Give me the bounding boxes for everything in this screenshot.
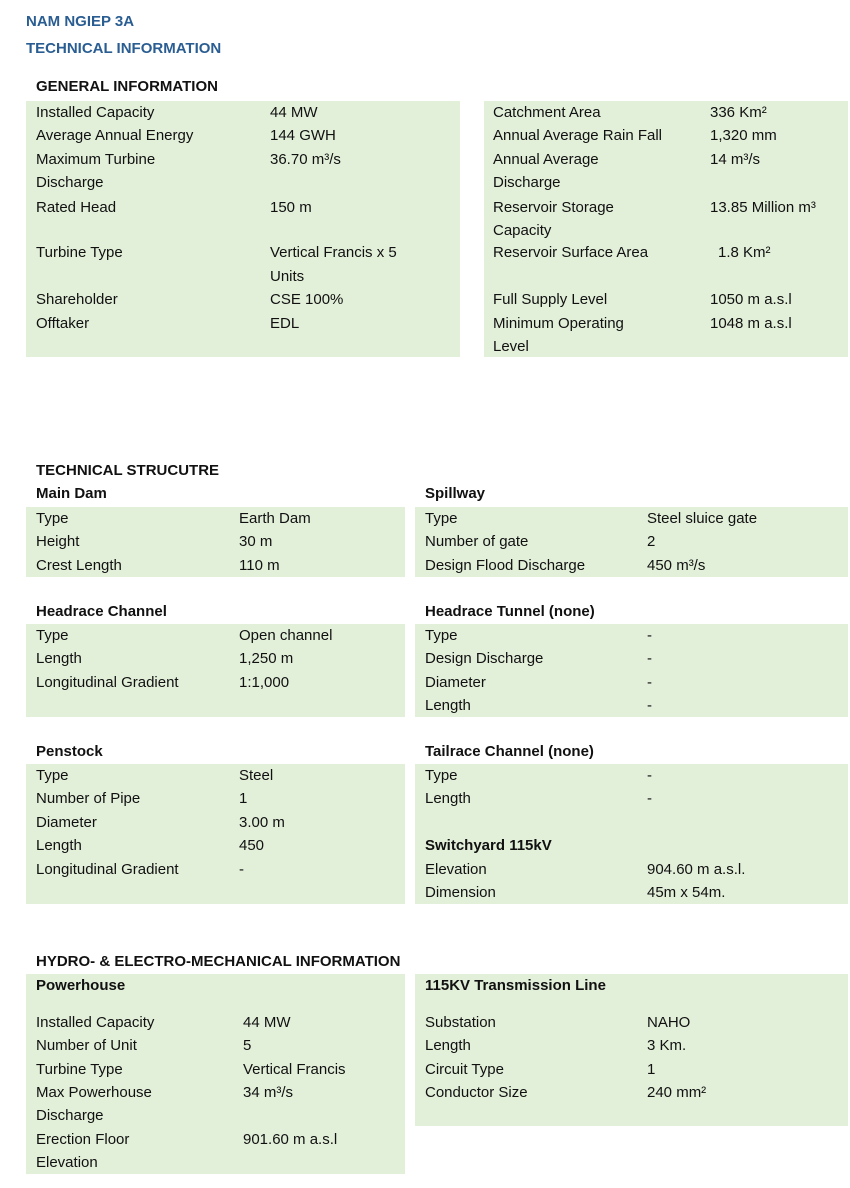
row-label: Rated Head [36, 199, 117, 216]
row-value: EDL [270, 315, 300, 332]
row-label: Diameter [425, 674, 486, 691]
row-value: Vertical Francis x 5 [270, 244, 397, 261]
headrace-channel-table [26, 624, 405, 717]
row-label: Type [425, 767, 458, 784]
row-label: Design Flood Discharge [425, 557, 586, 574]
row-label: Installed Capacity [36, 1014, 155, 1031]
row-value: 240 mm² [647, 1084, 707, 1101]
row-value: 904.60 m a.s.l. [647, 861, 746, 878]
row-label: Offtaker [36, 315, 90, 332]
row-label: Length [425, 697, 471, 714]
row-label: Substation [425, 1014, 496, 1031]
row-label: Type [36, 510, 69, 527]
row-label: Reservoir Storage [493, 199, 614, 216]
row-label-cont: Discharge [36, 1107, 104, 1124]
row-value: 110 m [239, 557, 280, 574]
row-label: Annual Average Rain Fall [493, 127, 662, 144]
row-label: Longitudinal Gradient [36, 861, 179, 878]
tailrace-title: Tailrace Channel (none) [425, 743, 594, 760]
row-label: Full Supply Level [493, 291, 608, 308]
powerhouse-table [26, 974, 405, 1174]
headrace-tunnel-table [415, 624, 848, 717]
row-label: Minimum Operating [493, 315, 624, 332]
row-value: - [647, 650, 652, 667]
switchyard-title: Switchyard 115kV [425, 837, 552, 854]
row-label: Turbine Type [36, 244, 123, 261]
row-value: 36.70 m³/s [270, 151, 341, 168]
doc-title: NAM NGIEP 3A [26, 13, 135, 30]
row-value: CSE 100% [270, 291, 344, 308]
penstock-title: Penstock [36, 743, 103, 760]
tailrace-switchyard-table [415, 764, 848, 904]
row-label: Length [425, 790, 471, 807]
headrace-channel-title: Headrace Channel [36, 603, 167, 620]
row-label: Number of gate [425, 533, 529, 550]
row-label: Number of Pipe [36, 790, 141, 807]
row-value: - [647, 697, 652, 714]
general-right-table [484, 101, 848, 357]
main-dam-title: Main Dam [36, 485, 107, 502]
general-left-table [26, 101, 460, 357]
row-value: 1,320 mm [710, 127, 777, 144]
row-value: Open channel [239, 627, 333, 644]
row-value: 13.85 Million m³ [710, 199, 816, 216]
row-label-cont: Capacity [493, 222, 552, 239]
row-label: Crest Length [36, 557, 122, 574]
row-value: 44 MW [270, 104, 318, 121]
main-dam-table [26, 507, 405, 577]
spillway-title: Spillway [425, 485, 486, 502]
row-label-cont: Discharge [493, 174, 561, 191]
row-label: Type [36, 627, 69, 644]
row-label: Conductor Size [425, 1084, 528, 1101]
row-value: Steel sluice gate [647, 510, 758, 527]
row-value: - [647, 674, 652, 691]
row-value: 450 m³/s [647, 557, 706, 574]
row-value: 45m x 54m. [647, 884, 726, 901]
headrace-tunnel-title: Headrace Tunnel (none) [425, 603, 595, 620]
row-label: Installed Capacity [36, 104, 155, 121]
row-value: 450 [239, 837, 265, 854]
spillway-table [415, 507, 848, 577]
row-value: 1 [239, 790, 248, 807]
powerhouse-title: Powerhouse [36, 977, 126, 994]
row-label: Number of Unit [36, 1037, 137, 1054]
row-label: Length [36, 837, 82, 854]
row-label-cont: Level [493, 338, 529, 355]
row-label: Catchment Area [493, 104, 601, 121]
row-value: 34 m³/s [243, 1084, 294, 1101]
technical-heading: TECHNICAL STRUCUTRE [36, 462, 220, 479]
row-label-cont: Elevation [36, 1154, 98, 1171]
row-label: Reservoir Surface Area [493, 244, 649, 261]
row-label: Type [425, 627, 458, 644]
hydro-heading: HYDRO- & ELECTRO-MECHANICAL INFORMATION [36, 953, 401, 970]
row-label: Type [36, 767, 69, 784]
row-label: Type [425, 510, 458, 527]
row-value: - [239, 861, 244, 878]
row-value: 336 Km² [710, 104, 767, 121]
row-value: Vertical Francis [243, 1061, 346, 1078]
row-label: Shareholder [36, 291, 118, 308]
row-value: - [647, 627, 652, 644]
penstock-table [26, 764, 405, 904]
row-label: Longitudinal Gradient [36, 674, 179, 691]
row-label: Dimension [425, 884, 496, 901]
row-label: Height [36, 533, 80, 550]
row-label: Circuit Type [425, 1061, 504, 1078]
row-value: Steel [239, 767, 274, 784]
row-label: Design Discharge [425, 650, 544, 667]
row-value: 44 MW [243, 1014, 291, 1031]
row-value: 144 GWH [270, 127, 336, 144]
row-value: 1.8 Km² [718, 244, 771, 261]
row-value: - [647, 790, 652, 807]
row-value: - [647, 767, 652, 784]
row-value: 1 [647, 1061, 656, 1078]
row-label: Max Powerhouse [36, 1084, 152, 1101]
row-value: 901.60 m a.s.l [243, 1131, 338, 1148]
general-heading: GENERAL INFORMATION [36, 78, 218, 95]
row-label: Maximum Turbine [36, 151, 156, 168]
row-value: 3.00 m [239, 814, 285, 831]
row-label-cont: Discharge [36, 174, 104, 191]
row-value: 1:1,000 [239, 674, 290, 691]
row-value: 5 [243, 1037, 252, 1054]
row-label: Length [425, 1037, 471, 1054]
row-value: 1048 m a.s.l [710, 315, 792, 332]
row-value: 3 Km. [647, 1037, 687, 1054]
row-value: 1,250 m [239, 650, 294, 667]
row-value-cont: Units [270, 268, 305, 285]
row-value: NAHO [647, 1014, 691, 1031]
row-value: 14 m³/s [710, 151, 761, 168]
row-value: 1050 m a.s.l [710, 291, 792, 308]
doc-subtitle: TECHNICAL INFORMATION [26, 40, 222, 57]
row-label: Turbine Type [36, 1061, 123, 1078]
row-value: 150 m [270, 199, 312, 216]
transmission-table [415, 974, 848, 1126]
row-label: Elevation [425, 861, 487, 878]
transmission-title: 115KV Transmission Line [425, 977, 606, 994]
row-value: 2 [647, 533, 656, 550]
row-label: Diameter [36, 814, 97, 831]
row-label: Average Annual Energy [36, 127, 194, 144]
row-label: Annual Average [493, 151, 599, 168]
row-value: 30 m [239, 533, 273, 550]
row-label: Erection Floor [36, 1131, 130, 1148]
row-label: Length [36, 650, 82, 667]
row-value: Earth Dam [239, 510, 311, 527]
